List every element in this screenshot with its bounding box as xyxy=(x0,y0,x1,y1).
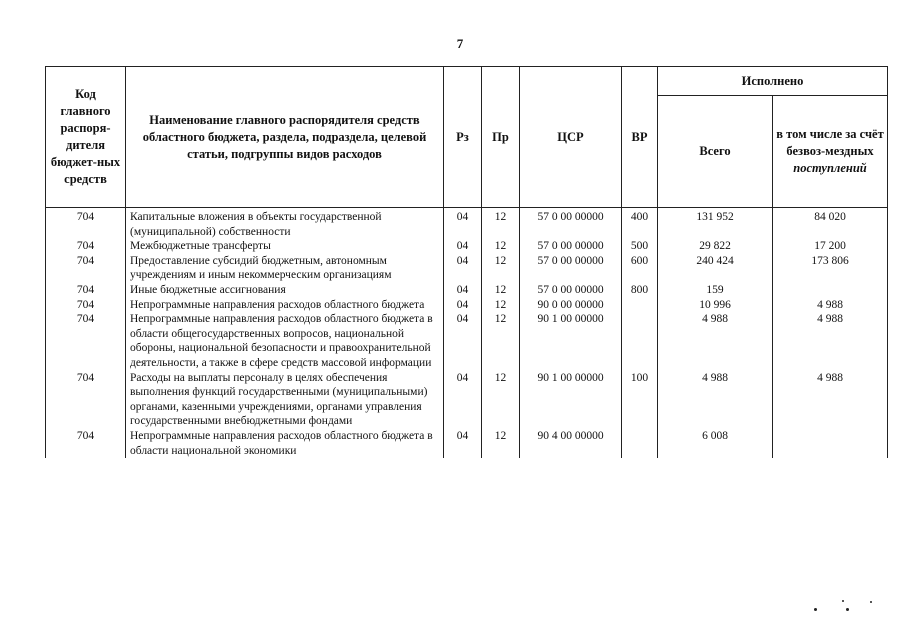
header-vr: ВР xyxy=(622,67,658,208)
cell-name: Капитальные вложения в объекты государственной (муниципальной) собственности xyxy=(126,208,444,240)
cell-total: 240 424 xyxy=(658,254,773,283)
cell-name: Непрограммные направления расходов областного бюджета в области общегосударственных вопросов, национальной обороны, национальной безопасности и правоохранительной деятельности, а также в сфере средств массовой информации xyxy=(126,312,444,370)
cell-pr: 12 xyxy=(482,312,520,370)
cell-csr: 90 4 00 00000 xyxy=(520,429,622,458)
cell-csr: 57 0 00 00000 xyxy=(520,254,622,283)
cell-pr: 12 xyxy=(482,254,520,283)
header-total: Всего xyxy=(658,96,773,208)
budget-table xyxy=(45,66,888,458)
cell-code: 704 xyxy=(46,239,126,254)
cell-rz: 04 xyxy=(444,371,482,429)
header-executed: Исполнено xyxy=(658,67,888,96)
header-rz: Рз xyxy=(444,67,482,208)
table-body xyxy=(46,208,888,459)
cell-name: Межбюджетные трансферты xyxy=(126,239,444,254)
cell-code: 704 xyxy=(46,208,126,240)
table-row xyxy=(46,429,888,458)
cell-name: Иные бюджетные ассигнования xyxy=(126,283,444,298)
table-row xyxy=(46,283,888,298)
cell-code: 704 xyxy=(46,312,126,370)
cell-rz: 04 xyxy=(444,298,482,313)
cell-total: 6 008 xyxy=(658,429,773,458)
cell-csr: 57 0 00 00000 xyxy=(520,239,622,254)
cell-csr: 90 1 00 00000 xyxy=(520,312,622,370)
cell-code: 704 xyxy=(46,283,126,298)
cell-vr xyxy=(622,298,658,313)
cell-pr: 12 xyxy=(482,208,520,240)
cell-incl xyxy=(773,429,888,458)
cell-pr: 12 xyxy=(482,429,520,458)
cell-rz: 04 xyxy=(444,239,482,254)
cell-rz: 04 xyxy=(444,254,482,283)
cell-name: Непрограммные направления расходов областного бюджета в области национальной экономики xyxy=(126,429,444,458)
cell-vr xyxy=(622,429,658,458)
table-row xyxy=(46,208,888,240)
cell-total: 29 822 xyxy=(658,239,773,254)
cell-pr: 12 xyxy=(482,283,520,298)
header-csr: ЦСР xyxy=(520,67,622,208)
cell-rz: 04 xyxy=(444,208,482,240)
cell-total: 4 988 xyxy=(658,371,773,429)
cell-code: 704 xyxy=(46,254,126,283)
cell-total: 159 xyxy=(658,283,773,298)
cell-csr: 57 0 00 00000 xyxy=(520,283,622,298)
cell-name: Предоставление субсидий бюджетным, автономным учреждениям и иным некоммерческим организациям xyxy=(126,254,444,283)
scan-marks xyxy=(812,598,882,614)
table-row xyxy=(46,239,888,254)
cell-vr: 100 xyxy=(622,371,658,429)
cell-vr: 400 xyxy=(622,208,658,240)
cell-incl: 84 020 xyxy=(773,208,888,240)
cell-incl: 4 988 xyxy=(773,371,888,429)
cell-csr: 90 0 00 00000 xyxy=(520,298,622,313)
cell-vr: 500 xyxy=(622,239,658,254)
cell-code: 704 xyxy=(46,298,126,313)
cell-incl: 173 806 xyxy=(773,254,888,283)
header-incl xyxy=(773,96,888,208)
header-pr: Пр xyxy=(482,67,520,208)
cell-total: 4 988 xyxy=(658,312,773,370)
cell-vr xyxy=(622,312,658,370)
cell-rz: 04 xyxy=(444,312,482,370)
cell-incl xyxy=(773,283,888,298)
cell-incl: 4 988 xyxy=(773,312,888,370)
header-code: Код главного распоря-дителя бюджет-ных средств xyxy=(46,67,126,208)
cell-pr: 12 xyxy=(482,298,520,313)
cell-rz: 04 xyxy=(444,429,482,458)
cell-vr: 800 xyxy=(622,283,658,298)
cell-name: Расходы на выплаты персоналу в целях обеспечения выполнения функций государственными (муниципальными) органами, казенными учреждениями, органами управления государственными внебюджетными фондами xyxy=(126,371,444,429)
table-row xyxy=(46,371,888,429)
header-incl-em: поступлений xyxy=(793,161,867,175)
cell-incl: 17 200 xyxy=(773,239,888,254)
cell-csr: 90 1 00 00000 xyxy=(520,371,622,429)
page-number: 7 xyxy=(456,36,464,51)
cell-csr: 57 0 00 00000 xyxy=(520,208,622,240)
cell-incl: 4 988 xyxy=(773,298,888,313)
cell-name: Непрограммные направления расходов областного бюджета xyxy=(126,298,444,313)
cell-pr: 12 xyxy=(482,239,520,254)
table-row xyxy=(46,312,888,370)
cell-rz: 04 xyxy=(444,283,482,298)
table-row xyxy=(46,254,888,283)
cell-code: 704 xyxy=(46,429,126,458)
header-name: Наименование главного распорядителя средств областного бюджета, раздела, подраздела, целевой статьи, подгруппы видов расходов xyxy=(126,67,444,208)
cell-pr: 12 xyxy=(482,371,520,429)
cell-total: 10 996 xyxy=(658,298,773,313)
header-incl-prefix: в том числе за счёт безвоз-мездных xyxy=(776,127,884,158)
cell-vr: 600 xyxy=(622,254,658,283)
cell-code: 704 xyxy=(46,371,126,429)
table-row xyxy=(46,298,888,313)
cell-total: 131 952 xyxy=(658,208,773,240)
